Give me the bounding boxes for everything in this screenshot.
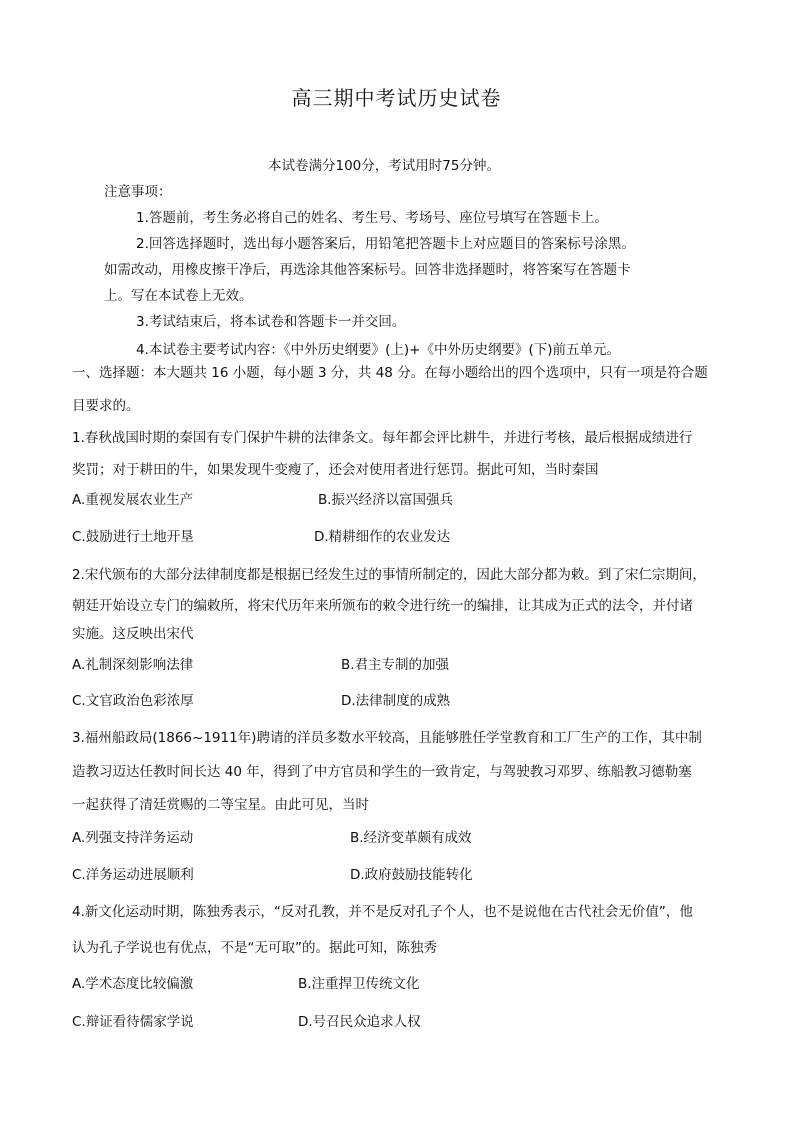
option-b: B.振兴经济以富国强兵 [318,492,454,508]
option-a: A.列强支持洋务运动 [72,830,194,846]
question-stem: 造教习迈达任教时间长达 40 年，得到了中方官员和学生的一致肯定，与驾驶教习邓罗、练船教习德勒塞 [72,764,692,780]
notice-line: 如需改动，用橡皮擦干净后，再选涂其他答案标号。回答非选择题时，将答案写在答题卡 [104,262,631,278]
option-c: C.文官政治色彩浓厚 [72,693,194,709]
notice-line: 3.考试结束后，将本试卷和答题卡一并交回。 [136,314,406,330]
question-stem: 实施。这反映出宋代 [72,626,194,642]
question-stem: 2.宋代颁布的大部分法律制度都是根据已经发生过的事情所制定的，因此大部分都为敕。到了宋仁宗期间， [72,567,706,583]
option-d: D.法律制度的成熟 [341,693,451,709]
option-c: C.辩证看待儒家学说 [72,1014,194,1030]
option-b: B.君主专制的加强 [341,657,450,673]
option-d: D.精耕细作的农业发达 [314,529,451,545]
question-stem: 朝廷开始设立专门的编敕所，将宋代历年来所颁布的敕令进行统一的编排，让其成为正式的法令，并付诸 [72,598,693,614]
exam-intro: 本试卷满分100分，考试用时75分钟。 [268,158,500,174]
question-stem: 认为孔子学说也有优点，不是“无可取”的。据此可知，陈独秀 [72,940,437,956]
option-a: A.重视发展农业生产 [72,492,194,508]
question-stem: 奖罚；对于耕田的牛，如果发现牛变瘦了，还会对使用者进行惩罚。据此可知，当时秦国 [72,462,599,478]
section-heading: 目要求的。 [72,398,140,414]
option-b: B.经济变革颇有成效 [350,830,472,846]
option-a: A.礼制深刻影响法律 [72,657,194,673]
notice-line: 2.回答选择题时，选出每小题答案后，用铅笔把答题卡上对应题目的答案标号涂黑。 [136,236,635,252]
option-c: C.洋务运动进展顺利 [72,867,194,883]
option-a: A.学术态度比较偏激 [72,976,194,992]
question-stem: 4.新文化运动时期，陈独秀表示，“反对孔教，并不是反对孔子个人，也不是说他在古代社会无价值”，他 [72,904,693,920]
notice-line: 1.答题前，考生务必将自己的姓名、考生号、考场号、座位号填写在答题卡上。 [136,210,608,226]
option-b: B.注重捍卫传统文化 [298,976,420,992]
question-stem: 3.福州船政局(1866~1911年)聘请的洋员多数水平较高，且能够胜任学堂教育和工厂生产的工作，其中制 [72,730,702,746]
page-title: 高三期中考试历史试卷 [291,86,502,110]
notice-header: 注意事项： [104,184,172,200]
question-stem: 一起获得了清廷赏赐的二等宝星。由此可见，当时 [72,797,369,813]
option-d: D.号召民众追求人权 [298,1014,421,1030]
question-stem: 1.春秋战国时期的秦国有专门保护牛耕的法律条文。每年都会评比耕牛，并进行考核，最后根据成绩进行 [72,430,693,446]
section-heading: 一、选择题：本大题共 16 小题，每小题 3 分，共 48 分。在每小题给出的四个选项中，只有一项是符合题 [72,365,708,381]
option-d: D.政府鼓励技能转化 [350,867,473,883]
option-c: C.鼓励进行土地开垦 [72,529,194,545]
notice-line: 4.本试卷主要考试内容：《中外历史纲要》(上)+《中外历史纲要》(下)前五单元。 [136,342,621,358]
notice-line: 上。写在本试卷上无效。 [104,288,253,304]
